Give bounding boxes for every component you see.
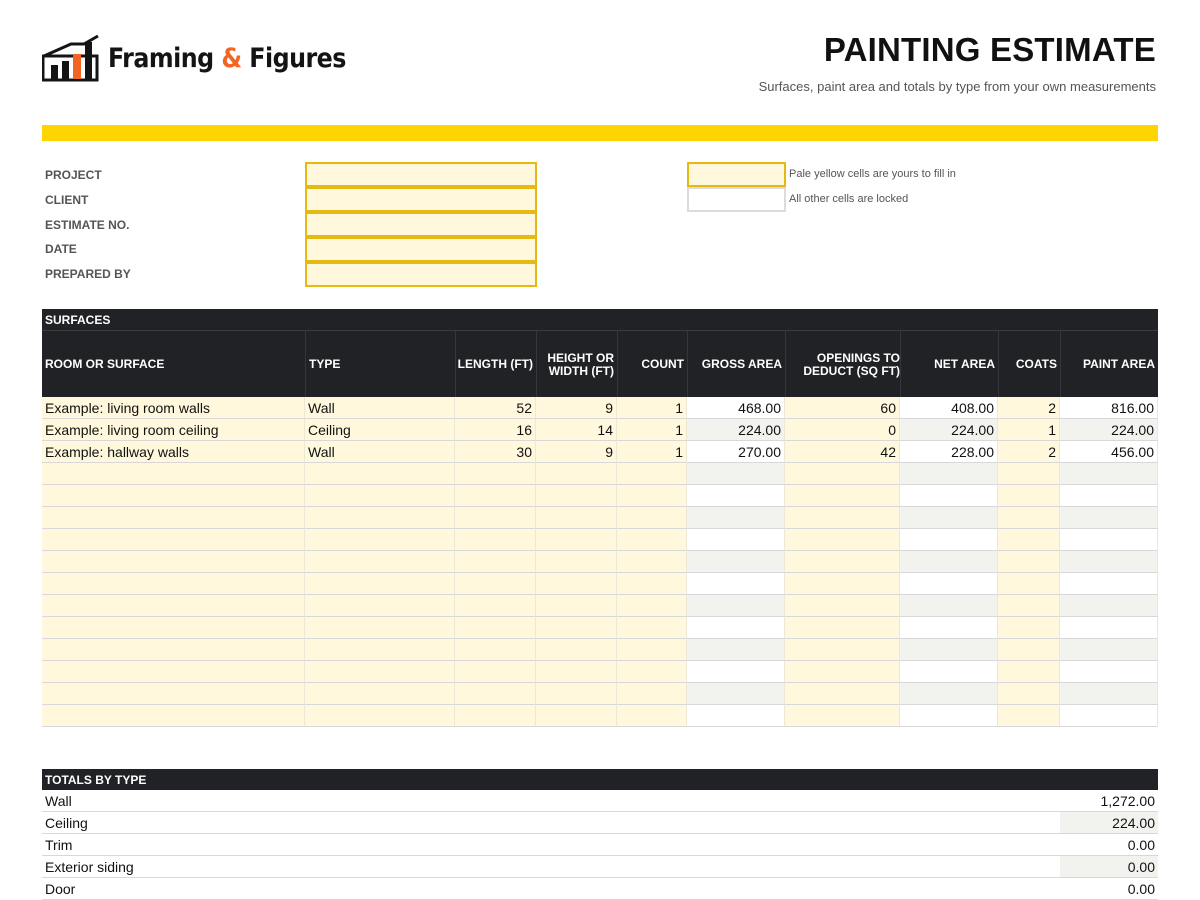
cell-openings[interactable]: 60	[785, 397, 900, 419]
cell-count[interactable]	[617, 507, 687, 529]
totals-row	[42, 790, 1158, 812]
cell-net	[900, 573, 998, 595]
cell-type[interactable]	[305, 639, 455, 661]
cell-height[interactable]: 9	[536, 441, 617, 463]
cell-paint: 456.00	[1060, 441, 1158, 463]
cell-height[interactable]	[536, 661, 617, 683]
table-row	[42, 529, 1158, 551]
cell-paint	[1060, 463, 1158, 485]
cell-openings[interactable]	[785, 683, 900, 705]
cell-paint	[1060, 617, 1158, 639]
column-header-net: NET AREA	[900, 331, 998, 398]
column-header-type: TYPE	[305, 331, 455, 398]
totals-paint-area-value: 1,272.00	[1100, 793, 1155, 809]
cell-surface[interactable]	[42, 661, 305, 683]
cell-length[interactable]	[455, 705, 536, 727]
cell-openings[interactable]	[785, 463, 900, 485]
cell-net	[900, 639, 998, 661]
cell-coats[interactable]: 1	[998, 419, 1060, 441]
column-header-openings: OPENINGS TO DEDUCT (SQ FT)	[785, 331, 900, 398]
estimate-no-label: ESTIMATE NO.	[45, 218, 130, 232]
cell-coats[interactable]	[998, 661, 1060, 683]
surfaces-section-header: SURFACES	[42, 309, 1158, 330]
cell-type[interactable]	[305, 529, 455, 551]
cell-net: 228.00	[900, 441, 998, 463]
cell-type[interactable]	[305, 617, 455, 639]
cell-height[interactable]	[536, 463, 617, 485]
cell-paint: 816.00	[1060, 397, 1158, 419]
cell-surface[interactable]	[42, 595, 305, 617]
cell-height[interactable]	[536, 683, 617, 705]
cell-gross	[687, 507, 785, 529]
cell-height[interactable]	[536, 485, 617, 507]
cell-gross	[687, 705, 785, 727]
cell-surface[interactable]	[42, 683, 305, 705]
estimate-no-input[interactable]	[305, 212, 537, 237]
cell-count[interactable]: 1	[617, 397, 687, 419]
table-row	[42, 463, 1158, 485]
totals-type-label: Exterior siding	[45, 859, 134, 875]
cell-coats[interactable]	[998, 705, 1060, 727]
cell-length[interactable]	[455, 507, 536, 529]
cell-type[interactable]: Wall	[305, 397, 455, 419]
cell-openings[interactable]	[785, 617, 900, 639]
table-row	[42, 705, 1158, 727]
cell-surface[interactable]	[42, 507, 305, 529]
cell-surface[interactable]	[42, 485, 305, 507]
cell-net	[900, 705, 998, 727]
cell-openings[interactable]	[785, 705, 900, 727]
cell-openings[interactable]	[785, 661, 900, 683]
cell-openings[interactable]	[785, 485, 900, 507]
cell-openings[interactable]	[785, 639, 900, 661]
cell-height[interactable]	[536, 551, 617, 573]
cell-count[interactable]	[617, 595, 687, 617]
cell-type[interactable]: Wall	[305, 441, 455, 463]
surfaces-table	[42, 397, 1158, 727]
cell-coats[interactable]	[998, 617, 1060, 639]
cell-paint	[1060, 639, 1158, 661]
cell-openings[interactable]	[785, 529, 900, 551]
cell-count[interactable]	[617, 617, 687, 639]
cell-surface[interactable]	[42, 617, 305, 639]
cell-surface[interactable]	[42, 529, 305, 551]
column-header-height: HEIGHT OR WIDTH (FT)	[536, 331, 617, 398]
cell-count[interactable]	[617, 485, 687, 507]
cell-surface[interactable]	[42, 551, 305, 573]
brand-name	[108, 43, 346, 74]
cell-type[interactable]	[305, 463, 455, 485]
cell-type[interactable]	[305, 573, 455, 595]
totals-row	[42, 812, 1158, 834]
cell-paint: 224.00	[1060, 419, 1158, 441]
table-row	[42, 397, 1158, 419]
cell-gross	[687, 595, 785, 617]
cell-length[interactable]	[455, 595, 536, 617]
cell-type[interactable]: Ceiling	[305, 419, 455, 441]
cell-type[interactable]	[305, 507, 455, 529]
cell-length[interactable]	[455, 485, 536, 507]
totals-row	[42, 834, 1158, 856]
cell-gross	[687, 485, 785, 507]
cell-length[interactable]	[455, 463, 536, 485]
cell-net: 224.00	[900, 419, 998, 441]
brand-name-part2: Figures	[249, 42, 346, 74]
cell-gross	[687, 683, 785, 705]
cell-length[interactable]	[455, 683, 536, 705]
cell-coats[interactable]	[998, 573, 1060, 595]
column-header-coats: COATS	[998, 331, 1060, 398]
table-row	[42, 639, 1158, 661]
totals-type-label: Door	[45, 881, 76, 897]
totals-section-header: TOTALS BY TYPE	[42, 769, 1158, 790]
cell-type[interactable]	[305, 551, 455, 573]
cell-surface[interactable]: Example: living room ceiling	[42, 419, 305, 441]
cell-paint	[1060, 507, 1158, 529]
table-row	[42, 419, 1158, 441]
legend-locked-text: All other cells are locked	[789, 193, 909, 205]
cell-gross: 224.00	[687, 419, 785, 441]
cell-count[interactable]	[617, 551, 687, 573]
cell-net	[900, 463, 998, 485]
legend-fill-swatch	[687, 162, 786, 187]
cell-count[interactable]	[617, 661, 687, 683]
cell-gross: 270.00	[687, 441, 785, 463]
cell-length[interactable]	[455, 661, 536, 683]
totals-row	[42, 878, 1158, 900]
cell-height[interactable]	[536, 705, 617, 727]
cell-paint	[1060, 661, 1158, 683]
cell-net	[900, 595, 998, 617]
cell-count[interactable]: 1	[617, 441, 687, 463]
cell-type[interactable]	[305, 661, 455, 683]
cell-net	[900, 507, 998, 529]
cell-coats[interactable]: 2	[998, 397, 1060, 419]
cell-surface[interactable]	[42, 705, 305, 727]
cell-gross	[687, 551, 785, 573]
cell-coats[interactable]: 2	[998, 441, 1060, 463]
totals-row	[42, 856, 1158, 878]
page-subtitle: Surfaces, paint area and totals by type from your own measurements	[758, 79, 1156, 94]
cell-height[interactable]	[536, 595, 617, 617]
table-row	[42, 683, 1158, 705]
cell-height[interactable]: 14	[536, 419, 617, 441]
column-header-surface: ROOM OR SURFACE	[45, 357, 165, 371]
column-header-count: COUNT	[617, 331, 687, 398]
cell-gross	[687, 617, 785, 639]
cell-length[interactable]	[455, 529, 536, 551]
column-header-length: LENGTH (FT)	[455, 331, 536, 398]
cell-paint	[1060, 485, 1158, 507]
brand-logo	[42, 34, 378, 82]
header-accent-band	[42, 125, 1158, 141]
column-header-gross: GROSS AREA	[687, 331, 785, 398]
totals-paint-area-value: 0.00	[1060, 856, 1158, 877]
cell-type[interactable]	[305, 683, 455, 705]
cell-surface[interactable]: Example: hallway walls	[42, 441, 305, 463]
cell-paint	[1060, 573, 1158, 595]
bar-chart-logo-icon	[42, 34, 100, 82]
table-row	[42, 441, 1158, 463]
cell-coats[interactable]	[998, 485, 1060, 507]
cell-openings[interactable]: 42	[785, 441, 900, 463]
cell-net	[900, 485, 998, 507]
cell-count[interactable]	[617, 683, 687, 705]
prepared-by-input[interactable]	[305, 262, 537, 287]
cell-count[interactable]	[617, 639, 687, 661]
table-row	[42, 595, 1158, 617]
table-row	[42, 551, 1158, 573]
cell-gross	[687, 463, 785, 485]
table-row	[42, 507, 1158, 529]
totals-type-label: Wall	[45, 793, 72, 809]
cell-length[interactable]	[455, 639, 536, 661]
cell-length[interactable]	[455, 573, 536, 595]
totals-paint-area-value: 224.00	[1060, 812, 1158, 833]
cell-coats[interactable]	[998, 639, 1060, 661]
cell-height[interactable]	[536, 617, 617, 639]
cell-gross: 468.00	[687, 397, 785, 419]
cell-height[interactable]	[536, 573, 617, 595]
cell-height[interactable]	[536, 639, 617, 661]
cell-net	[900, 683, 998, 705]
brand-ampersand: &	[221, 42, 242, 74]
cell-count[interactable]: 1	[617, 419, 687, 441]
cell-count[interactable]	[617, 705, 687, 727]
cell-type[interactable]	[305, 485, 455, 507]
cell-paint	[1060, 595, 1158, 617]
cell-paint	[1060, 529, 1158, 551]
cell-type[interactable]	[305, 705, 455, 727]
brand-name-part1: Framing	[108, 42, 214, 74]
cell-gross	[687, 639, 785, 661]
cell-count[interactable]	[617, 529, 687, 551]
cell-gross	[687, 573, 785, 595]
date-label: DATE	[45, 242, 77, 256]
cell-net	[900, 529, 998, 551]
cell-net	[900, 551, 998, 573]
cell-height[interactable]: 9	[536, 397, 617, 419]
cell-coats[interactable]	[998, 551, 1060, 573]
project-input[interactable]	[305, 162, 537, 187]
cell-paint	[1060, 551, 1158, 573]
cell-coats[interactable]	[998, 529, 1060, 551]
cell-paint	[1060, 705, 1158, 727]
cell-height[interactable]	[536, 507, 617, 529]
totals-type-label: Trim	[45, 837, 73, 853]
client-input[interactable]	[305, 187, 537, 212]
cell-paint	[1060, 683, 1158, 705]
cell-length[interactable]	[455, 617, 536, 639]
table-row	[42, 617, 1158, 639]
date-input[interactable]	[305, 237, 537, 262]
column-header-paint: PAINT AREA	[1060, 331, 1158, 398]
surfaces-column-headers	[42, 330, 1158, 397]
table-row	[42, 661, 1158, 683]
cell-openings[interactable]	[785, 573, 900, 595]
legend-locked-swatch	[687, 187, 786, 212]
cell-length[interactable]: 52	[455, 397, 536, 419]
cell-coats[interactable]	[998, 595, 1060, 617]
cell-openings[interactable]	[785, 595, 900, 617]
legend-fill-text: Pale yellow cells are yours to fill in	[789, 168, 956, 180]
cell-surface[interactable]	[42, 463, 305, 485]
cell-gross	[687, 529, 785, 551]
cell-net	[900, 617, 998, 639]
cell-type[interactable]	[305, 595, 455, 617]
cell-coats[interactable]	[998, 507, 1060, 529]
cell-surface[interactable]	[42, 639, 305, 661]
totals-type-label: Ceiling	[45, 815, 88, 831]
prepared-by-label: PREPARED BY	[45, 267, 131, 281]
totals-paint-area-value: 0.00	[1127, 837, 1155, 853]
cell-length[interactable]: 16	[455, 419, 536, 441]
cell-surface[interactable]	[42, 573, 305, 595]
cell-gross	[687, 661, 785, 683]
cell-coats[interactable]	[998, 683, 1060, 705]
cell-coats[interactable]	[998, 463, 1060, 485]
totals-table	[42, 790, 1158, 900]
cell-height[interactable]	[536, 529, 617, 551]
client-label: CLIENT	[45, 193, 89, 207]
cell-length[interactable]: 30	[455, 441, 536, 463]
cell-count[interactable]	[617, 573, 687, 595]
cell-openings[interactable]: 0	[785, 419, 900, 441]
table-row	[42, 573, 1158, 595]
cell-openings[interactable]	[785, 551, 900, 573]
cell-length[interactable]	[455, 551, 536, 573]
cell-net: 408.00	[900, 397, 998, 419]
table-row	[42, 485, 1158, 507]
cell-openings[interactable]	[785, 507, 900, 529]
cell-surface[interactable]: Example: living room walls	[42, 397, 305, 419]
page-title: PAINTING ESTIMATE	[823, 31, 1156, 68]
totals-paint-area-value: 0.00	[1127, 881, 1155, 897]
cell-count[interactable]	[617, 463, 687, 485]
project-label: PROJECT	[45, 168, 102, 182]
cell-net	[900, 661, 998, 683]
